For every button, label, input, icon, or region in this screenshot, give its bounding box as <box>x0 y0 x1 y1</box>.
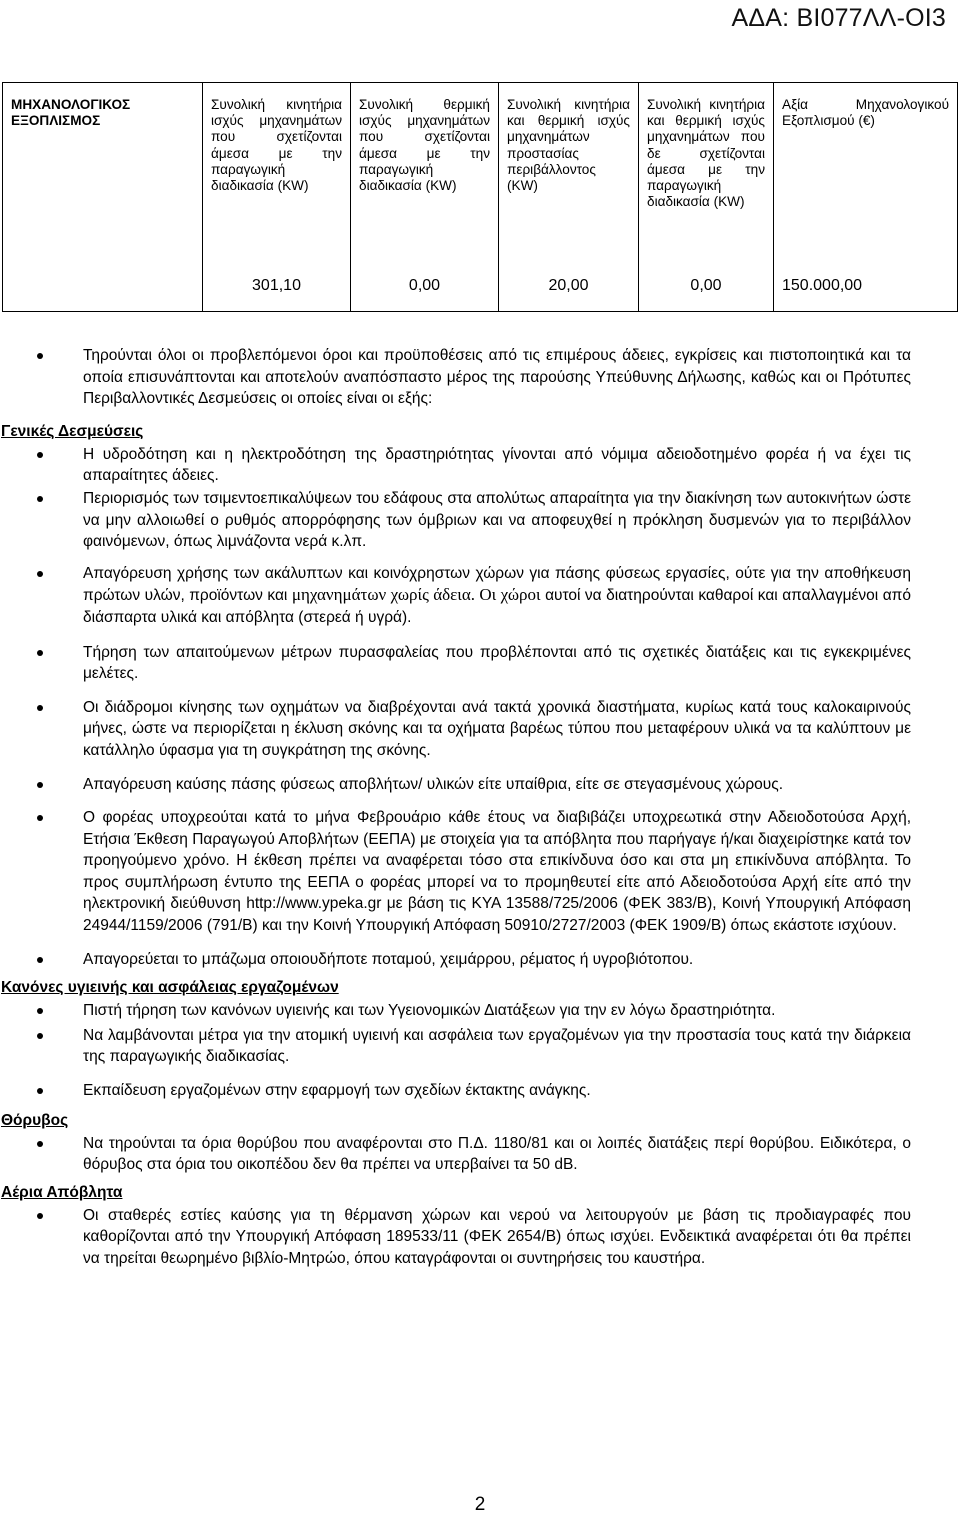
list-item: Τήρηση των απαιτούμενων μέτρων πυρασφαλείας που προβλέπονται από τις σχετικές διατάξεις και τις εγκεκριμένες μελέτες. <box>0 642 960 685</box>
equipment-values-row <box>3 254 958 312</box>
column-header: Συνολική θερμική ισχύς μηχανημάτων που σχετίζονται άμεσα με την παραγωγική διαδικασία (KW) <box>351 83 499 254</box>
list-item: Περιορισμός των τσιμεντοεπικαλύψεων του εδάφους στα απολύτως απαραίτητα για την διακίνηση των αυτοκινήτων ώστε να μην αλλοιωθεί ο ρυθμός απορρόφησης των όμβριων και να αποφευχθεί η πρόκληση δυσμενών για το περιβάλλον φαινόμενων, όπως λιμνάζοντα νερά κ.λπ. <box>0 488 960 553</box>
value-cell: 20,00 <box>499 254 639 312</box>
list-item: Η υδροδότηση και η ηλεκτροδότηση της δραστηριότητας γίνονται από νόμιμα αδειοδοτημένο φορέα ή να έχει τις απαραίτητες άδειες. <box>0 444 960 487</box>
air-list <box>0 1205 960 1270</box>
document-body <box>0 345 960 1270</box>
empty-cell <box>3 254 203 312</box>
list-item: Τηρούνται όλοι οι προβλεπόμενοι όροι και προϋποθέσεις από τις επιμέρους άδειες, εγκρίσεις και πιστοποιητικά και τα οποία επισυνάπτονται και αποτελούν αναπόσπαστο μέρος της παρούσης Υπεύθυνης Δήλωσης, καθώς και οι Πρότυπες Περιβαλλοντικές Δεσμεύσεις οι οποίες είναι οι εξής: <box>0 345 960 410</box>
general-list <box>0 444 960 970</box>
hygiene-list <box>0 1000 960 1101</box>
list-item: Να τηρούνται τα όρια θορύβου που αναφέρονται στο Π.Δ. 1180/81 και οι λοιπές διατάξεις περί θορύβου. Ειδικότερα, ο θόρυβος στα όρια του οικοπέδου δεν θα πρέπει να υπερβαίνει τα 50 dB. <box>0 1133 960 1176</box>
column-header: Συνολική κινητήρια και θερμική ισχύς μηχανημάτων που δε σχετίζονται άμεσα με την παραγωγική διαδικασία (KW) <box>639 83 774 254</box>
value-cell: 150.000,00 <box>774 254 958 312</box>
list-item: Οι σταθερές εστίες καύσης για τη θέρμανση χώρων και νερού να λειτουργούν με βάση τις προδιαγραφές που καθορίζονται από την Υπουργική Απόφαση 189533/11 (ΦΕΚ 2654/Β) όπως ισχύει. Ενδεικτικά αναφέρεται ότι θα πρέπει να τηρείται θεωρημένο βιβλίο-Μητρώο, όπου καταγράφονται οι συντηρήσεις του καυστήρα. <box>0 1205 960 1270</box>
list-item: Πιστή τήρηση των κανόνων υγιεινής και των Υγειονομικών Διατάξεων για την εν λόγω δραστηριότητα. <box>0 1000 960 1022</box>
list-item: Εκπαίδευση εργαζομένων στην εφαρμογή των σχεδίων έκτακτης ανάγκης. <box>0 1080 960 1102</box>
page-number: 2 <box>474 1494 486 1515</box>
equipment-title: ΜΗΧΑΝΟΛΟΓΙΚΟΣ ΕΞΟΠΛΙΣΜΟΣ <box>3 83 203 254</box>
list-item: Οι διάδρομοι κίνησης των οχημάτων να διαβρέχονται ανά τακτά χρονικά διαστήματα, κυρίως κατά τους καλοκαιρινούς μήνες, ώστε να περιορίζεται η έκλυση σκόνης και τα οχήματα βαρέως τύπου που μεταφέρουν υλικά να τα καλύπτουν με κατάλληλο ύφασμα για τη συγκράτηση της σκόνης. <box>0 697 960 762</box>
value-cell: 0,00 <box>639 254 774 312</box>
equipment-table <box>2 82 958 312</box>
noise-list <box>0 1133 960 1176</box>
list-item: Να λαμβάνονται μέτρα για την ατομική υγιεινή και ασφάλεια των εργαζομένων για την προστασία τους κατά την διάρκεια της παραγωγικής διαδικασίας. <box>0 1025 960 1068</box>
section-title-noise: Θόρυβος <box>1 1111 69 1129</box>
column-header: Συνολική κινητήρια και θερμική ισχύς μηχανημάτων προστασίας περιβάλλοντος (KW) <box>499 83 639 254</box>
column-header: Συνολική κινητήρια ισχύς μηχανημάτων που σχετίζονται άμεσα με την παραγωγική διαδικασία (KW) <box>203 83 351 254</box>
intro-list <box>0 345 960 410</box>
list-item: Ο φορέας υποχρεούται κατά το μήνα Φεβρουάριο κάθε έτους να διαβιβάζει υποχρεωτικά στην Αδειοδοτούσα Αρχή, Ετήσια Έκθεση Παραγωγού Αποβλήτων (ΕΕΠΑ) με στοιχεία για τα απόβλητα που παρήγαγε ή/και διαχειρίστηκε κατά τον προηγούμενο χρόνο. Η έκθεση πρέπει να αναφέρεται τόσο στα επικίνδυνα όσο και στα μη επικίνδυνα απόβλητα. Το προς συμπλήρωση έντυπο της ΕΕΠΑ ο φορέας μπορεί να το προμηθευτεί είτε από Αδειοδοτούσα Αρχή είτε από την ηλεκτρονική διεύθυνση http://www.ypeka.gr με βάση τις ΚΥΑ 13588/725/2006 (ΦΕΚ 383/Β), Κοινή Υπουργική Απόφαση 24944/1159/2006 (791/Β) και την Κοινή Υπουργική Απόφαση 50910/2727/2003 (ΦΕΚ 1909/Β) όπως εκάστοτε ισχύουν. <box>0 807 960 937</box>
ada-code: ΑΔΑ: ΒΙ077ΛΛ-ΟΙ3 <box>731 4 946 32</box>
list-item: Απαγορεύεται το μπάζωμα οποιουδήποτε ποταμού, χειμάρρου, ρέματος ή υγροβιότοπου. <box>0 949 960 971</box>
section-title-air: Αέρια Απόβλητα <box>1 1183 123 1201</box>
list-item <box>0 563 960 629</box>
text-run: μηχανημάτων χωρίς άδεια. Οι χώροι <box>291 585 541 605</box>
list-item: Απαγόρευση καύσης πάσης φύσεως αποβλήτων/ υλικών είτε υπαίθρια, είτε σε στεγασμένους χώρους. <box>0 774 960 796</box>
value-cell: 0,00 <box>351 254 499 312</box>
text-run: Απαγόρευση χρήσης των ακάλυπτων και κοινόχρηστων χώρων για πάσης φύσεως εργασίες, ούτε για την αποθήκευση πρώτων υλών, προϊόντων και <box>83 564 911 605</box>
section-title-general: Γενικές Δεσμεύσεις <box>1 422 144 440</box>
equipment-header-row <box>3 83 958 254</box>
section-title-hygiene: Κανόνες υγιεινής και ασφάλειας εργαζομένων <box>1 979 339 997</box>
value-cell: 301,10 <box>203 254 351 312</box>
column-header: Αξία Μηχανολογικού Εξοπλισμού (€) <box>774 83 958 254</box>
text-run: αυτοί να διατηρούνται καθαροί και απαλλαγμένοι από διάσπαρτα υλικά και απόβλητα (στερεά ή υγρά). <box>83 587 911 626</box>
